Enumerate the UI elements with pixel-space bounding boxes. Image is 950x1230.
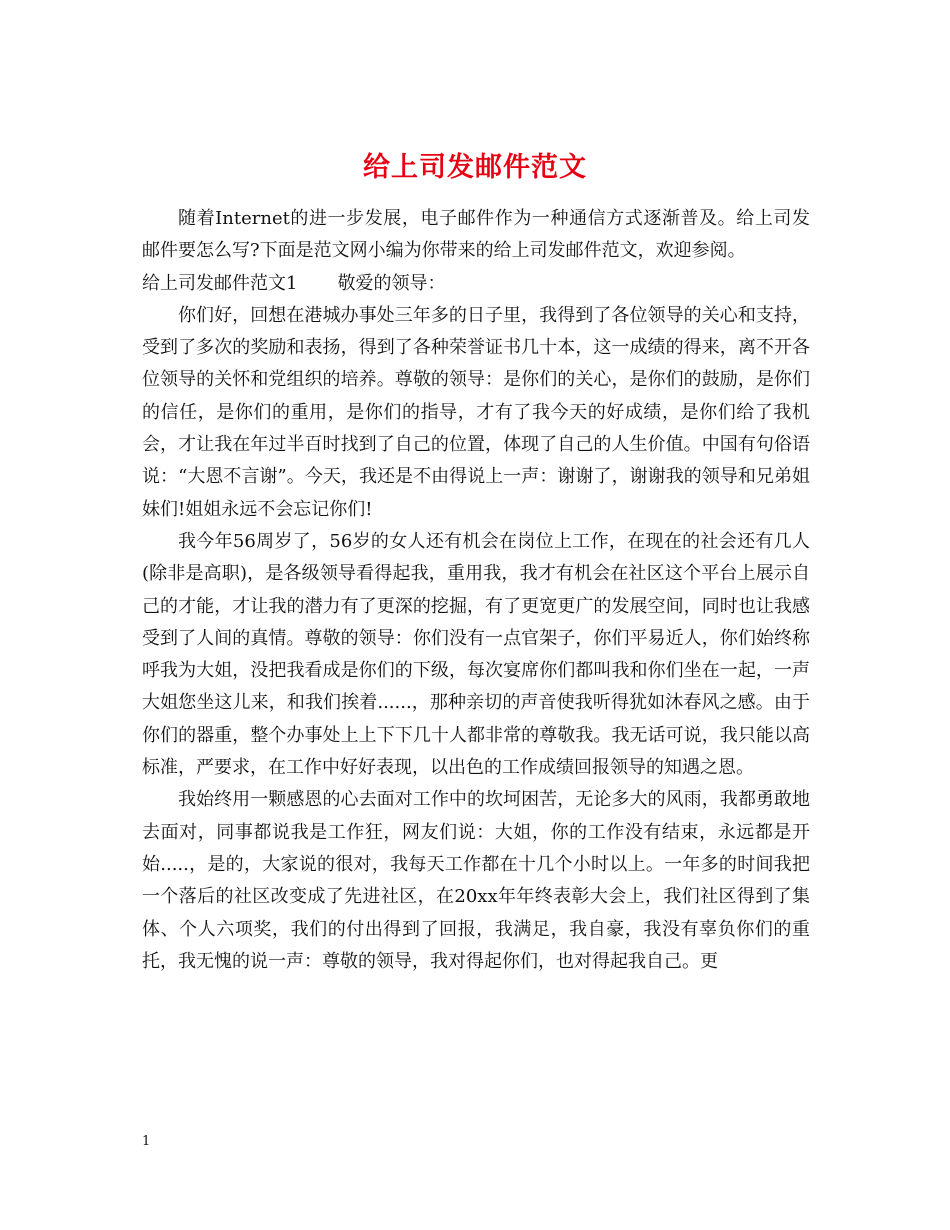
document-body xyxy=(142,203,810,978)
body-paragraph-1: 你们好，回想在港城办事处三年多的日子里，我得到了各位领导的关心和支持，受到了多次的奖励和表扬，得到了各种荣誉证书几十本，这一成绩的得来，离不开各位领导的关怀和党组织的培养。尊敬的领导：是你们的关心，是你们的鼓励，是你们的信任，是你们的重用，是你们的指导，才有了我今天的好成绩，是你们给了我机会，才让我在年过半百时找到了自己的位置，体现了自己的人生价值。中国有句俗语说：“大恩不言谢”。今天，我还是不由得说上一声：谢谢了，谢谢我的领导和兄弟姐妹们!姐姐永远不会忘记你们! xyxy=(142,304,810,520)
intro-paragraph: 随着Internet的进一步发展，电子邮件作为一种通信方式逐渐普及。给上司发邮件要怎么写?下面是范文网小编为你带来的给上司发邮件范文，欢迎参阅。 xyxy=(142,208,810,262)
body-paragraph-3: 我始终用一颗感恩的心去面对工作中的坎坷困苦，无论多大的风雨，我都勇敢地去面对，同事都说我是工作狂，网友们说：大姐，你的工作没有结束，永远都是开始.....，是的，大家说的很对，我每天工作都在十几个小时以上。一年多的时间我把一个落后的社区改变成了先进社区，在20xx年年终表彰大会上，我们社区得到了集体、个人六项奖，我们的付出得到了回报，我满足，我自豪，我没有辜负你们的重托，我无愧的说一声：尊敬的领导，我对得起你们，也对得起我自己。更 xyxy=(142,789,810,972)
page-number: 1 xyxy=(142,1134,151,1149)
salutation: 敬爱的领导： xyxy=(337,272,446,294)
document-title: 给上司发邮件范文 xyxy=(363,152,587,184)
section-label: 给上司发邮件范文1 xyxy=(142,272,298,294)
section-heading-line xyxy=(142,268,810,300)
body-paragraph-2: 我今年56周岁了，56岁的女人还有机会在岗位上工作，在现在的社会还有几人(除非是高职)，是各级领导看得起我，重用我，我才有机会在社区这个平台上展示自己的才能，才让我的潜力有了更深的挖掘，有了更宽更广的发展空间，同时也让我感受到了人间的真情。尊敬的领导：你们没有一点官架子，你们平易近人，你们始终称呼我为大姐，没把我看成是你们的下级，每次宴席你们都叫我和你们坐在一起，一声大姐您坐这儿来，和我们挨着......，那种亲切的声音使我听得犹如沐春风之感。由于你们的器重，整个办事处上上下下几十人都非常的尊敬我。我无话可说，我只能以高标准，严要求，在工作中好好表现，以出色的工作成绩回报领导的知遇之恩。 xyxy=(142,530,810,779)
